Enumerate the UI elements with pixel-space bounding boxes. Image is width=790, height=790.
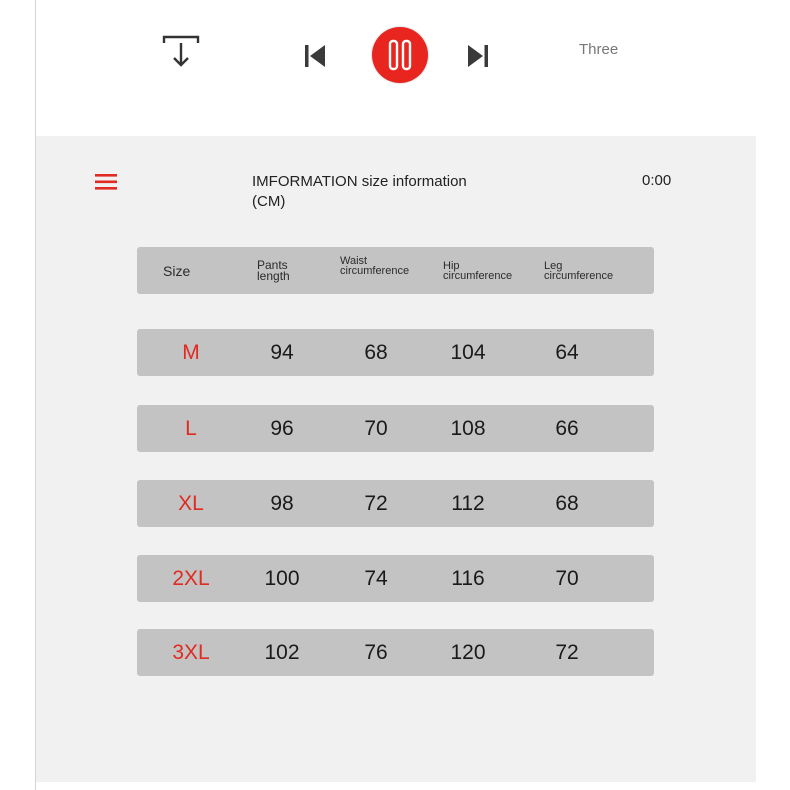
elapsed-time: 0:00 xyxy=(642,172,672,189)
waist-cell: 70 xyxy=(364,417,388,440)
waist-cell: 68 xyxy=(364,341,388,364)
size-cell: 2XL xyxy=(172,567,210,590)
table-row xyxy=(137,329,654,376)
download-icon xyxy=(162,35,200,69)
header-leg: Leg circumference xyxy=(544,260,614,282)
track-label: Three xyxy=(579,41,619,58)
download-button[interactable] xyxy=(162,35,200,69)
menu-button[interactable] xyxy=(94,172,118,192)
panel-title: IMFORMATION size information (CM) xyxy=(252,173,467,210)
header-size: Size xyxy=(163,263,191,279)
leg-cell: 66 xyxy=(555,417,579,440)
hip-cell: 116 xyxy=(451,567,485,590)
size-cell: L xyxy=(185,417,197,440)
skip-next-icon xyxy=(466,43,490,69)
header-hip: Hip circumference xyxy=(443,260,513,282)
waist-cell: 72 xyxy=(364,492,388,515)
hip-cell: 120 xyxy=(450,641,486,664)
waist-cell: 74 xyxy=(364,567,388,590)
size-info-panel xyxy=(36,136,756,782)
hip-cell: 112 xyxy=(451,492,485,515)
next-track-button[interactable] xyxy=(466,43,490,69)
previous-track-button[interactable] xyxy=(303,43,327,69)
header-waist: Waist circumference xyxy=(340,255,410,277)
pants-length-cell: 94 xyxy=(270,341,294,364)
size-cell: 3XL xyxy=(172,641,210,664)
pause-icon xyxy=(372,27,428,83)
table-row xyxy=(137,405,654,452)
size-cell: M xyxy=(182,341,200,364)
table-row xyxy=(137,629,654,676)
skip-previous-icon xyxy=(303,43,327,69)
hip-cell: 104 xyxy=(450,341,486,364)
hamburger-menu-icon xyxy=(94,172,118,192)
table-header xyxy=(137,247,654,294)
leg-cell: 64 xyxy=(555,341,579,364)
waist-cell: 76 xyxy=(364,641,388,664)
table-row xyxy=(137,555,654,602)
pants-length-cell: 96 xyxy=(270,417,294,440)
leg-cell: 68 xyxy=(555,492,579,515)
table-row xyxy=(137,480,654,527)
leg-cell: 70 xyxy=(555,567,579,590)
pause-button[interactable] xyxy=(372,27,428,83)
leg-cell: 72 xyxy=(555,641,579,664)
hip-cell: 108 xyxy=(450,417,486,440)
size-cell: XL xyxy=(178,492,204,515)
header-pants-length: Pants length xyxy=(257,258,290,283)
pants-length-cell: 100 xyxy=(264,567,300,590)
pants-length-cell: 102 xyxy=(264,641,300,664)
pants-length-cell: 98 xyxy=(270,492,294,515)
